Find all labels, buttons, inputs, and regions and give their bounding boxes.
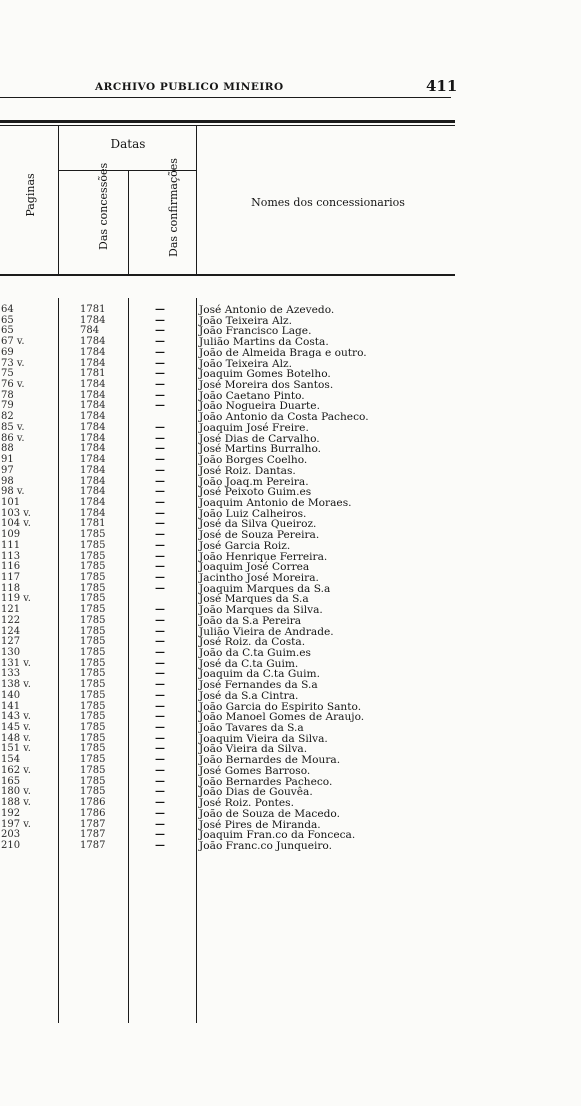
name-cell: João da S.a Pereira xyxy=(199,614,302,627)
page-cell: 88 xyxy=(1,443,14,455)
name-cell: João Marques da Silva. xyxy=(199,604,323,617)
name-cell: João Vieira da Silva. xyxy=(199,743,308,756)
name-cell: João Franc.co Junqueiro. xyxy=(199,839,332,852)
confirmacao-cell: — xyxy=(155,314,165,326)
confirmacao-cell: — xyxy=(155,400,165,412)
concessao-cell: 1785 xyxy=(80,700,106,712)
name-cell: José Pires de Miranda. xyxy=(199,818,321,831)
name-cell: Joaquim Vieira da Silva. xyxy=(199,732,328,745)
name-cell: José da Silva Queiroz. xyxy=(199,518,317,531)
confirmacao-cell: — xyxy=(155,346,165,358)
confirmacao-cell: — xyxy=(155,797,165,809)
name-cell: Julião Vieira de Andrade. xyxy=(199,625,334,638)
page-cell: 98 v. xyxy=(1,486,25,498)
name-cell: José Fernandes da S.a xyxy=(199,679,318,692)
confirmacao-cell: — xyxy=(155,571,165,583)
page-cell: 82 xyxy=(1,411,14,423)
confirmacao-cell: — xyxy=(155,614,165,626)
page-cell: 162 v. xyxy=(1,764,31,776)
confirmacao-cell: — xyxy=(155,722,165,734)
page-cell: 75 xyxy=(1,368,14,380)
concessao-cell: 1785 xyxy=(80,571,106,583)
name-cell: José Antonio de Azevedo. xyxy=(199,304,335,316)
name-cell: João da C.ta Guim.es xyxy=(199,647,311,659)
name-cell: Joaquim Gomes Botelho. xyxy=(199,368,331,381)
page-cell: 203 xyxy=(1,829,21,841)
page-cell: 122 xyxy=(1,614,21,626)
confirmacao-cell: — xyxy=(155,518,165,530)
concessao-cell: 1784 xyxy=(80,464,106,476)
concessao-cell: 1784 xyxy=(80,346,106,358)
page-cell: 91 xyxy=(1,454,14,466)
confirmacao-cell: — xyxy=(155,529,165,541)
page-cell: 180 v. xyxy=(1,786,31,798)
page-number: 411 xyxy=(426,77,458,95)
confirmacao-cell: — xyxy=(155,432,165,444)
name-cell: Joaquim José Freire. xyxy=(199,421,309,434)
datas-header: Datas xyxy=(110,137,146,151)
page-cell: 130 xyxy=(1,647,21,658)
confirmacao-cell: — xyxy=(155,625,165,637)
concessoes-header: Das concessões xyxy=(97,162,110,250)
confirmacao-cell: — xyxy=(155,743,165,755)
name-cell: João Tavares da S.a xyxy=(199,722,304,735)
name-cell: José Peixoto Guim.es xyxy=(199,486,312,499)
concessao-cell: 1785 xyxy=(80,625,106,637)
concessao-cell: 1785 xyxy=(80,732,106,744)
name-cell: João Bernardes de Moura. xyxy=(199,754,341,767)
concessao-cell: 784 xyxy=(80,325,100,337)
name-cell: João Garcia do Espirito Santo. xyxy=(199,700,362,713)
name-cell: Joaquim Fran.co da Fonceca. xyxy=(199,829,356,842)
concessao-cell: 1786 xyxy=(80,807,106,819)
page-cell: 98 xyxy=(1,475,14,487)
page-cell: 103 v. xyxy=(1,507,31,519)
name-cell: João Bernardes Pacheco. xyxy=(199,775,333,788)
table-row xyxy=(0,348,581,359)
concessao-cell: 1784 xyxy=(80,336,106,348)
page-cell: 154 xyxy=(1,754,21,766)
table-row xyxy=(0,809,581,820)
concessao-cell: 1781 xyxy=(80,304,106,315)
confirmacao-cell: — xyxy=(155,336,165,348)
name-cell: João Henrique Ferreira. xyxy=(199,550,328,563)
name-cell: João Manoel Gomes de Araujo. xyxy=(199,711,365,724)
concessao-cell: 1785 xyxy=(80,657,106,669)
concessao-cell: 1785 xyxy=(80,561,106,573)
running-header: ARCHIVO PUBLICO MINEIRO xyxy=(95,81,284,93)
concessao-cell: 1784 xyxy=(80,379,106,391)
confirmacao-cell: — xyxy=(155,582,165,594)
name-cell: José Roiz. Pontes. xyxy=(199,797,294,810)
name-cell: José da S.a Cintra. xyxy=(199,689,299,702)
confirmacao-cell: — xyxy=(155,839,165,851)
concessao-cell: 1785 xyxy=(80,689,106,701)
table-row xyxy=(0,541,581,552)
name-cell: José da C.ta Guim. xyxy=(199,657,299,670)
confirmacao-cell: — xyxy=(155,829,165,841)
concessao-cell: 1785 xyxy=(80,604,106,616)
page-cell: 86 v. xyxy=(1,432,25,444)
page-cell: 127 xyxy=(1,636,21,648)
concessao-cell: 1784 xyxy=(80,496,106,508)
confirmacao-cell: — xyxy=(155,732,165,744)
confirmacao-cell: — xyxy=(155,636,165,648)
concessao-cell: 1785 xyxy=(80,775,106,787)
name-cell: José Garcia Roiz. xyxy=(199,539,291,552)
concessao-cell: 1785 xyxy=(80,743,106,755)
page-cell: 69 xyxy=(1,346,14,358)
page-cell: 64 xyxy=(1,304,14,315)
concessao-cell: 1784 xyxy=(80,411,106,423)
concessao-cell: 1784 xyxy=(80,454,106,466)
paginas-header: Paginas xyxy=(24,173,37,217)
confirmacao-cell: — xyxy=(155,443,165,455)
column-divider-concessoes xyxy=(128,170,129,275)
name-cell: João Caetano Pinto. xyxy=(199,389,305,402)
name-cell: Julião Martins da Costa. xyxy=(199,336,329,349)
name-cell: João de Souza de Macedo. xyxy=(199,807,340,820)
confirmacao-cell: — xyxy=(155,764,165,776)
page-cell: 111 xyxy=(1,539,21,551)
name-cell: João Dias de Gouvêa. xyxy=(199,786,313,799)
concessao-cell: 1785 xyxy=(80,539,106,551)
confirmacao-cell: — xyxy=(155,775,165,787)
concessao-cell: 1785 xyxy=(80,754,106,766)
page-cell: 121 xyxy=(1,604,21,616)
name-cell: José Martins Burralho. xyxy=(199,443,322,456)
name-cell: João Luiz Calheiros. xyxy=(199,507,307,520)
confirmacao-cell: — xyxy=(155,325,165,337)
confirmacao-cell: — xyxy=(155,304,165,315)
name-cell: Joaquim da C.ta Guim. xyxy=(199,668,320,681)
page-cell: 76 v. xyxy=(1,379,25,391)
confirmacao-cell: — xyxy=(155,604,165,616)
page-cell: 65 xyxy=(1,325,14,337)
confirmacao-cell: — xyxy=(155,786,165,798)
name-cell: José de Souza Pereira. xyxy=(199,529,320,542)
page-cell: 109 xyxy=(1,529,21,541)
name-cell: João Teixeira Alz. xyxy=(199,314,292,327)
concessao-cell: 1784 xyxy=(80,400,106,412)
confirmacao-cell: — xyxy=(155,421,165,433)
name-cell: Joaquim José Correa xyxy=(199,561,310,574)
page-cell: 118 xyxy=(1,582,21,594)
confirmacao-cell: — xyxy=(155,689,165,701)
table-top-rule-thick xyxy=(0,120,455,123)
concessao-cell: 1784 xyxy=(80,475,106,487)
confirmacao-cell: — xyxy=(155,357,165,369)
page-cell: 141 xyxy=(1,700,21,712)
table-body xyxy=(0,305,581,852)
confirmacao-cell: — xyxy=(155,389,165,401)
page-cell: 101 xyxy=(1,496,21,508)
confirmacao-cell: — xyxy=(155,711,165,723)
name-cell: João Joaq.m Pereira. xyxy=(199,475,309,488)
page-cell: 165 xyxy=(1,775,21,787)
page-cell: 97 xyxy=(1,464,14,476)
page-cell: 197 v. xyxy=(1,818,31,830)
name-cell: João Teixeira Alz. xyxy=(199,357,292,370)
concessao-cell: 1786 xyxy=(80,797,106,809)
table-row xyxy=(0,466,581,477)
name-cell: José Dias de Carvalho. xyxy=(199,432,320,445)
concessao-cell: 1785 xyxy=(80,529,106,541)
header-rule xyxy=(0,97,451,98)
name-cell: José Roiz. da Costa. xyxy=(199,636,306,649)
confirmacao-cell: — xyxy=(155,668,165,680)
confirmacao-cell: — xyxy=(155,700,165,712)
confirmacao-cell: — xyxy=(155,679,165,691)
concessao-cell: 1785 xyxy=(80,668,106,680)
page-cell: 151 v. xyxy=(1,743,31,755)
concessao-cell: 1787 xyxy=(80,829,106,841)
page-cell: 116 xyxy=(1,561,21,573)
concessao-cell: 1784 xyxy=(80,314,106,326)
page-cell: 78 xyxy=(1,389,14,401)
concessao-cell: 1785 xyxy=(80,722,106,734)
concessao-cell: 1784 xyxy=(80,389,106,401)
confirmacao-cell: — xyxy=(155,507,165,519)
concessao-cell: 1781 xyxy=(80,518,106,530)
name-cell: João Antonio da Costa Pacheco. xyxy=(199,411,369,424)
page-cell: 85 v. xyxy=(1,421,25,433)
nomes-header: Nomes dos concessionarios xyxy=(251,196,405,209)
table-top-rule-thin xyxy=(0,125,455,126)
name-cell: José Marques da S.a xyxy=(199,593,309,606)
table-row xyxy=(0,841,581,852)
page-cell: 131 v. xyxy=(1,657,31,669)
concessao-cell: 1784 xyxy=(80,421,106,433)
confirmacao-cell: — xyxy=(155,647,165,658)
concessao-cell: 1785 xyxy=(80,593,106,605)
page-cell: 67 v. xyxy=(1,336,25,348)
page-cell: 192 xyxy=(1,807,21,819)
concessao-cell: 1785 xyxy=(80,582,106,594)
confirmacao-cell: — xyxy=(155,454,165,466)
page-cell: 138 v. xyxy=(1,679,31,691)
concessao-cell: 1787 xyxy=(80,839,106,851)
name-cell: José Moreira dos Santos. xyxy=(199,379,334,392)
confirmacao-cell: — xyxy=(155,379,165,391)
concessao-cell: 1785 xyxy=(80,764,106,776)
concessao-cell: 1784 xyxy=(80,443,106,455)
confirmacao-cell: — xyxy=(155,368,165,380)
table-row xyxy=(0,691,581,702)
name-cell: João Borges Coelho. xyxy=(199,454,308,467)
page-cell: 210 xyxy=(1,839,21,851)
page-cell: 143 v. xyxy=(1,711,31,723)
concessao-cell: 1784 xyxy=(80,507,106,519)
page-cell: 133 xyxy=(1,668,21,680)
confirmacao-cell: — xyxy=(155,539,165,551)
name-cell: José Roiz. Dantas. xyxy=(199,464,296,477)
confirmacao-cell: — xyxy=(155,475,165,487)
concessao-cell: 1785 xyxy=(80,679,106,691)
name-cell: Joaquim Marques da S.a xyxy=(199,582,331,595)
name-cell: João Francisco Lage. xyxy=(199,325,312,338)
page-cell: 148 v. xyxy=(1,732,31,744)
confirmacao-cell: — xyxy=(155,807,165,819)
concessao-cell: 1781 xyxy=(80,368,106,380)
concessao-cell: 1785 xyxy=(80,614,106,626)
confirmacao-cell: — xyxy=(155,657,165,669)
page-cell: 188 v. xyxy=(1,797,31,809)
concessao-cell: 1785 xyxy=(80,711,106,723)
table-row xyxy=(0,616,581,627)
concessao-cell: 1785 xyxy=(80,647,106,658)
confirmacao-cell: — xyxy=(155,754,165,766)
page-cell: 119 v. xyxy=(1,593,31,605)
page-cell: 73 v. xyxy=(1,357,25,369)
name-cell: João Nogueira Duarte. xyxy=(199,400,320,413)
name-cell: João de Almeida Braga e outro. xyxy=(199,346,367,359)
page-cell: 140 xyxy=(1,689,21,701)
confirmacao-cell: — xyxy=(155,561,165,573)
confirmacao-cell: — xyxy=(155,818,165,830)
concessao-cell: 1784 xyxy=(80,357,106,369)
page-cell: 117 xyxy=(1,571,21,583)
concessao-cell: 1784 xyxy=(80,432,106,444)
confirmacoes-header: Das confirmações xyxy=(167,158,180,257)
confirmacao-cell: — xyxy=(155,496,165,508)
confirmacao-cell: — xyxy=(155,550,165,562)
concessao-cell: 1784 xyxy=(80,486,106,498)
confirmacao-cell: — xyxy=(155,464,165,476)
concessao-cell: 1785 xyxy=(80,786,106,798)
page-cell: 79 xyxy=(1,400,14,412)
page-cell: 65 xyxy=(1,314,14,326)
page-cell: 124 xyxy=(1,625,21,637)
header-bottom-rule xyxy=(0,274,455,276)
concessao-cell: 1785 xyxy=(80,550,106,562)
page-cell: 104 v. xyxy=(1,518,31,530)
confirmacao-cell: — xyxy=(155,486,165,498)
name-cell: José Gomes Barroso. xyxy=(199,764,311,777)
concessao-cell: 1785 xyxy=(80,636,106,648)
name-cell: Joaquim Antonio de Moraes. xyxy=(199,496,352,509)
name-cell: Jacintho José Moreira. xyxy=(199,571,319,584)
page-cell: 145 v. xyxy=(1,722,31,734)
concessao-cell: 1787 xyxy=(80,818,106,830)
page-cell: 113 xyxy=(1,550,21,562)
